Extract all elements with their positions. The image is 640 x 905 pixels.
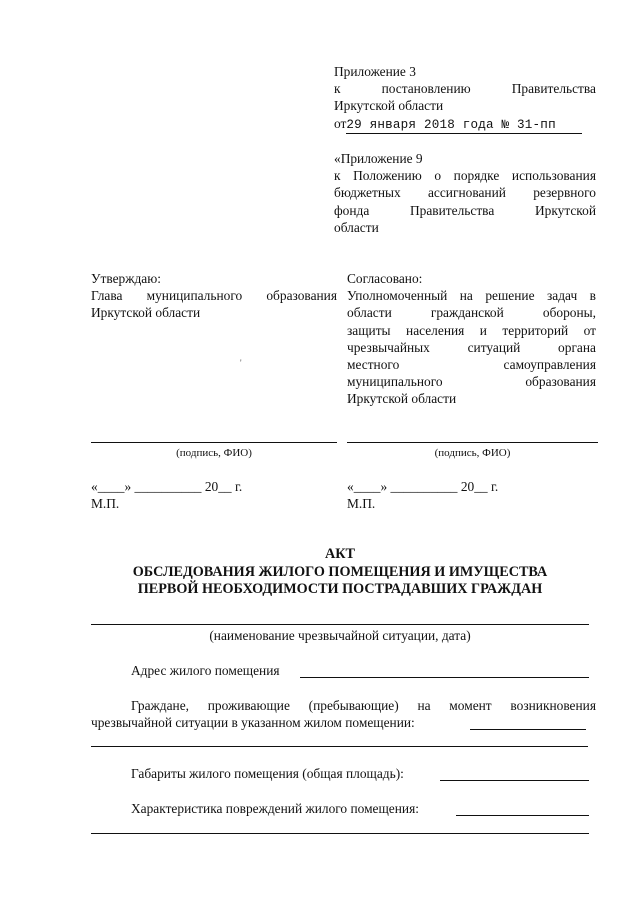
agree-date-block — [347, 478, 498, 512]
act-title: АКТ — [325, 546, 355, 562]
citizens-label-line-2: чрезвычайной ситуации в указанном жилом помещении: — [91, 715, 415, 730]
approve-signature-line — [91, 442, 337, 443]
appendix-3-decree: к постановлению Правительства — [334, 81, 596, 97]
citizens-field-line-2[interactable] — [91, 746, 588, 747]
address-label: Адрес жилого помещения — [131, 663, 280, 678]
appendix-3-region: Иркутской области — [334, 98, 444, 114]
agree-line-5: местного самоуправления — [347, 357, 596, 373]
agree-line-7: Иркутской области — [347, 391, 457, 407]
damage-label: Характеристика повреждений жилого помещения: — [131, 801, 419, 816]
approve-title: Утверждаю: — [91, 271, 161, 286]
appendix-3-date-row — [334, 115, 596, 134]
approve-date-block — [91, 478, 242, 512]
approve-position: Глава муниципального образования — [91, 288, 337, 304]
appendix-9-line-4: фонда Правительства Иркутской — [334, 202, 596, 218]
approve-date-line: «____» __________ 20__ г. — [91, 479, 243, 494]
approve-seal-place: М.П. — [91, 496, 120, 512]
appendix-3-date-number: 29 января 2018 года № 31-пп — [346, 118, 582, 134]
act-title-block — [60, 546, 620, 599]
agree-line-2: области гражданской обороны, — [347, 305, 596, 321]
agree-line-3: защиты населения и территорий от — [347, 322, 596, 338]
appendix-3-from: от — [334, 115, 347, 131]
emergency-name-caption: (наименование чрезвычайной ситуации, дата) — [209, 628, 471, 643]
dimensions-label: Габариты жилого помещения (общая площадь): — [131, 766, 404, 781]
damage-field-line-2[interactable] — [91, 833, 589, 834]
agree-line-1: Уполномоченный на решение задач в — [347, 288, 596, 304]
appendix-9-line-2: к Положению о порядке использования — [334, 168, 596, 184]
act-subtitle-2: ПЕРВОЙ НЕОБХОДИМОСТИ ПОСТРАДАВШИХ ГРАЖДАН — [137, 581, 543, 597]
appendix-9-title: «Приложение 9 — [334, 151, 423, 166]
damage-field-line-1[interactable] — [456, 815, 589, 816]
agree-title: Согласовано: — [347, 271, 423, 286]
act-subtitle-1: ОБСЛЕДОВАНИЯ ЖИЛОГО ПОМЕЩЕНИЯ И ИМУЩЕСТВА — [132, 563, 548, 580]
approve-block — [91, 270, 337, 322]
citizens-label-line-1: Граждане, проживающие (пребывающие) на момент возникновения — [131, 698, 596, 713]
appendix-9-line-3: бюджетных ассигнований резервного — [334, 185, 596, 201]
agree-line-6: муниципального образования — [347, 374, 596, 390]
agree-signature-caption: (подпись, ФИО) — [434, 447, 511, 459]
approve-tick-mark: ' — [240, 358, 242, 368]
agree-block — [347, 270, 596, 408]
dimensions-field-line[interactable] — [440, 780, 589, 781]
agree-date-line: «____» __________ 20__ г. — [347, 479, 499, 494]
citizens-field-line-1[interactable] — [470, 729, 586, 730]
agree-signature-line — [347, 442, 598, 443]
appendix-9-block — [334, 150, 596, 236]
approve-region: Иркутской области — [91, 305, 201, 321]
approve-signature-caption: (подпись, ФИО) — [176, 447, 252, 459]
appendix-9-line-5: области — [334, 219, 379, 235]
emergency-name-line — [91, 624, 589, 625]
agree-seal-place: М.П. — [347, 496, 376, 512]
address-field-line[interactable] — [300, 677, 589, 678]
appendix-3-block — [334, 63, 596, 134]
address-row — [131, 662, 280, 679]
agree-line-4: чрезвычайных ситуаций органа — [347, 339, 596, 355]
appendix-3-title: Приложение 3 — [334, 64, 416, 79]
